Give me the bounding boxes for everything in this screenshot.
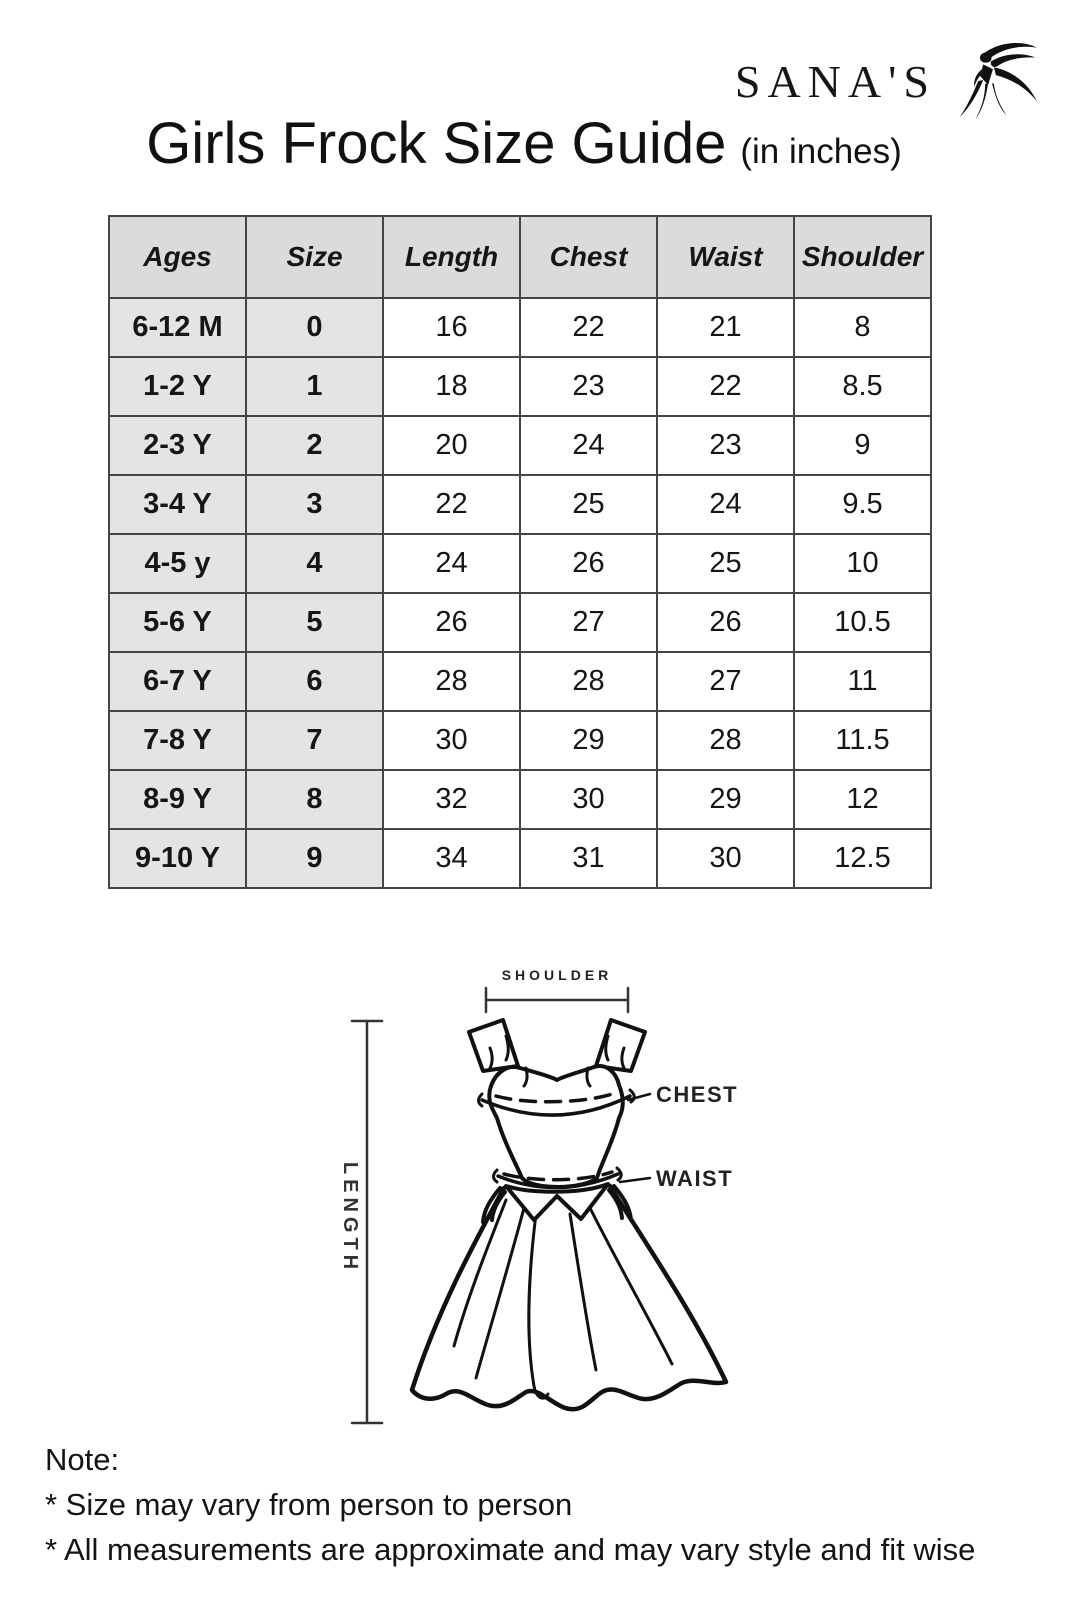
cell-chest: 26 — [520, 534, 657, 593]
cell-size: 1 — [246, 357, 383, 416]
cell-waist: 23 — [657, 416, 794, 475]
shoulder-label: SHOULDER — [501, 967, 613, 983]
waist-pointer-line — [620, 1178, 650, 1182]
strap-right — [596, 1020, 645, 1071]
cell-ages: 4-5 y — [109, 534, 246, 593]
cell-chest: 23 — [520, 357, 657, 416]
cell-shoulder: 12 — [794, 770, 931, 829]
cell-size: 8 — [246, 770, 383, 829]
notes-heading: Note: — [45, 1442, 120, 1477]
frock-measurement-drawing — [320, 948, 760, 1440]
cell-ages: 8-9 Y — [109, 770, 246, 829]
cell-waist: 24 — [657, 475, 794, 534]
cell-ages: 9-10 Y — [109, 829, 246, 888]
cell-chest: 27 — [520, 593, 657, 652]
cell-length: 30 — [383, 711, 520, 770]
notes-block — [45, 1437, 975, 1572]
cell-size: 6 — [246, 652, 383, 711]
cell-chest: 25 — [520, 475, 657, 534]
cell-length: 34 — [383, 829, 520, 888]
cell-chest: 24 — [520, 416, 657, 475]
title-text: Girls Frock Size Guide — [146, 111, 727, 176]
col-header-length: Length — [383, 216, 520, 298]
col-header-chest: Chest — [520, 216, 657, 298]
waist-label: WAIST — [656, 1166, 734, 1191]
cell-length: 22 — [383, 475, 520, 534]
table-row — [109, 534, 931, 593]
cell-shoulder: 8.5 — [794, 357, 931, 416]
col-header-shoulder: Shoulder — [794, 216, 931, 298]
table-row — [109, 711, 931, 770]
cell-chest: 28 — [520, 652, 657, 711]
length-label: LENGTH — [339, 1161, 361, 1275]
cell-size: 4 — [246, 534, 383, 593]
size-table — [108, 215, 932, 889]
table-row — [109, 770, 931, 829]
cell-size: 9 — [246, 829, 383, 888]
chest-label: CHEST — [656, 1082, 739, 1107]
cell-shoulder: 12.5 — [794, 829, 931, 888]
title-unit: (in inches) — [740, 132, 902, 171]
skirt-outline — [412, 1186, 726, 1409]
page-title — [0, 110, 1064, 177]
cell-length: 28 — [383, 652, 520, 711]
cell-shoulder: 9.5 — [794, 475, 931, 534]
strap-left — [469, 1020, 518, 1071]
cell-chest: 29 — [520, 711, 657, 770]
cell-ages: 7-8 Y — [109, 711, 246, 770]
table-row — [109, 652, 931, 711]
cell-ages: 6-7 Y — [109, 652, 246, 711]
cell-waist: 28 — [657, 711, 794, 770]
cell-size: 5 — [246, 593, 383, 652]
cell-length: 24 — [383, 534, 520, 593]
cell-ages: 3-4 Y — [109, 475, 246, 534]
col-header-waist: Waist — [657, 216, 794, 298]
col-header-ages: Ages — [109, 216, 246, 298]
cell-chest: 22 — [520, 298, 657, 357]
cell-shoulder: 10 — [794, 534, 931, 593]
table-row — [109, 829, 931, 888]
table-row — [109, 298, 931, 357]
note-item: * All measurements are approximate and may vary style and fit wise — [45, 1532, 976, 1567]
cell-length: 20 — [383, 416, 520, 475]
table-row — [109, 475, 931, 534]
table-row — [109, 357, 931, 416]
cell-waist: 30 — [657, 829, 794, 888]
cell-length: 16 — [383, 298, 520, 357]
cell-waist: 27 — [657, 652, 794, 711]
cell-shoulder: 9 — [794, 416, 931, 475]
brand-name: SANA'S — [734, 56, 936, 107]
note-item: * Size may vary from person to person — [45, 1487, 573, 1522]
cell-waist: 22 — [657, 357, 794, 416]
cell-ages: 6-12 M — [109, 298, 246, 357]
cell-length: 26 — [383, 593, 520, 652]
cell-size: 2 — [246, 416, 383, 475]
cell-size: 3 — [246, 475, 383, 534]
cell-length: 32 — [383, 770, 520, 829]
col-header-size: Size — [246, 216, 383, 298]
cell-shoulder: 11.5 — [794, 711, 931, 770]
cell-size: 7 — [246, 711, 383, 770]
cell-waist: 21 — [657, 298, 794, 357]
cell-ages: 5-6 Y — [109, 593, 246, 652]
cell-shoulder: 10.5 — [794, 593, 931, 652]
measurement-diagram — [320, 948, 760, 1440]
cell-ages: 1-2 Y — [109, 357, 246, 416]
cell-size: 0 — [246, 298, 383, 357]
cell-shoulder: 11 — [794, 652, 931, 711]
cell-chest: 31 — [520, 829, 657, 888]
bodice-outline — [489, 1066, 623, 1187]
table-row — [109, 416, 931, 475]
cell-length: 18 — [383, 357, 520, 416]
cell-waist: 25 — [657, 534, 794, 593]
table-header-row — [109, 216, 931, 298]
table-row — [109, 593, 931, 652]
cell-waist: 29 — [657, 770, 794, 829]
cell-shoulder: 8 — [794, 298, 931, 357]
cell-ages: 2-3 Y — [109, 416, 246, 475]
cell-waist: 26 — [657, 593, 794, 652]
cell-chest: 30 — [520, 770, 657, 829]
shoulder-measure-line — [486, 988, 628, 1012]
